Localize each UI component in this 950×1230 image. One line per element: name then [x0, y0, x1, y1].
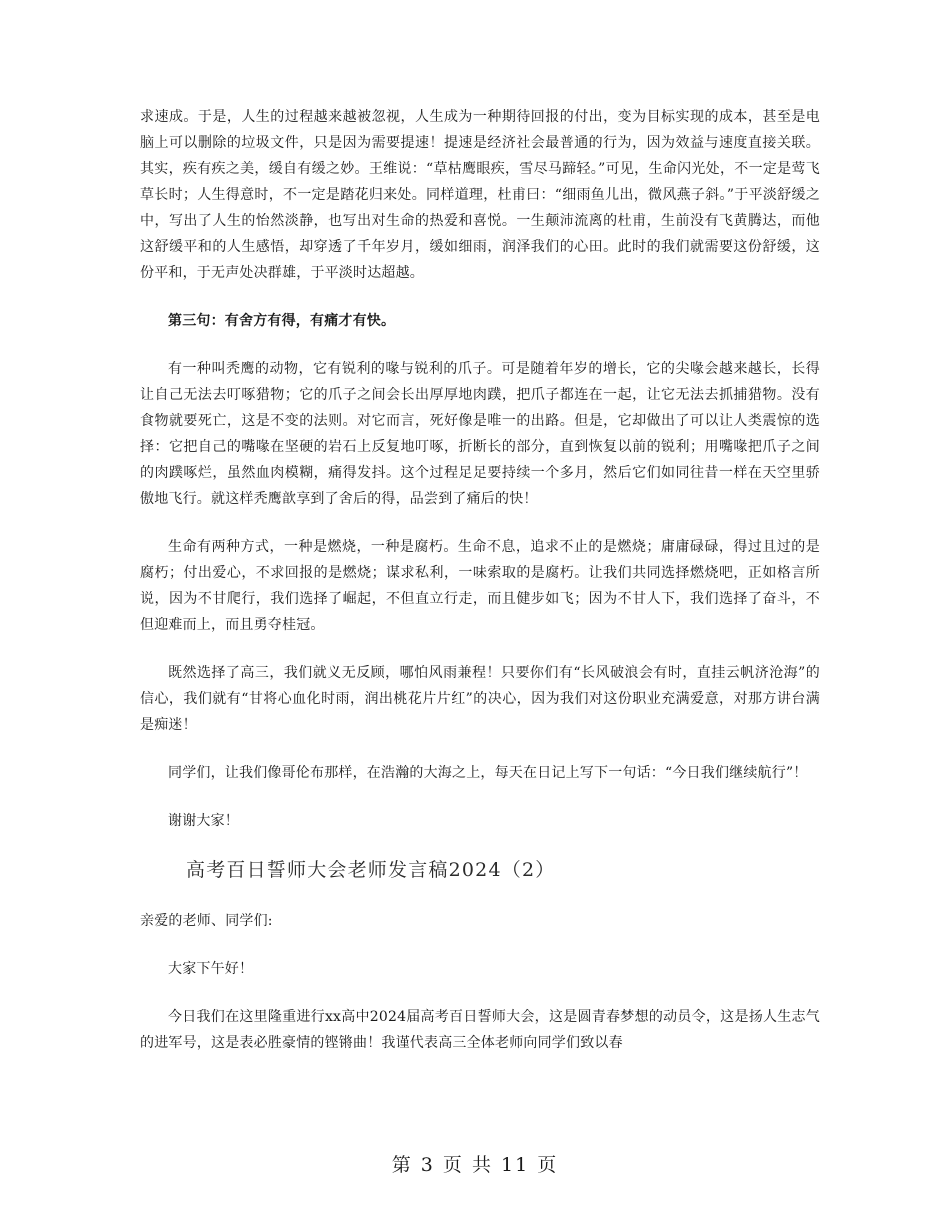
paragraph-vulture-story: 有一种叫秃鹰的动物，它有锐利的喙与锐利的爪子。可是随着年岁的增长，它的尖喙会越来越长，长得让自己无法去叮啄猎物；它的爪子之间会长出厚厚地肉蹼，把爪子都连在一起，让它无法去抓捕猎物。没有食物就要死亡，这是不变的法则。对它而言，死好像是唯一的出路。但是，它却做出了可以让人类震惊的选择：它把自己的嘴喙在坚硬的岩石上反复地叮啄，折断长的部分，直到恢复以前的锐利；用嘴喙把爪子之间的肉蹼啄烂，虽然血肉模糊，痛得发抖。这个过程足足要持续一个多月，然后它们如同往昔一样在天空里骄傲地飞行。就这样秃鹰歆享到了舍后的得，品尝到了痛后的快！ — [140, 361, 820, 507]
paragraph-columbus: 同学们，让我们像哥伦布那样，在浩瀚的大海之上，每天在日记上写下一句话：“今日我们继续航行”！ — [168, 765, 808, 781]
paragraph-thanks: 谢谢大家！ — [168, 813, 239, 829]
paragraph-senior-year-choice: 既然选择了高三，我们就义无反顾，哪怕风雨兼程！只要你们有“长风破浪会有时，直挂云帆济沧海”的信心，我们就有“甘将心血化时雨，润出桃花片片红”的决心，因为我们对这份职业充满爱意，对那方讲台满是痴迷！ — [140, 665, 820, 733]
paragraph-opening: 今日我们在这里隆重进行xx高中2024届高考百日誓师大会，这是圆青春梦想的动员令，这是扬人生志气的进军号，这是表必胜豪情的铿锵曲！我谨代表高三全体老师向同学们致以春 — [140, 1009, 820, 1051]
paragraph-continuation: 求速成。于是，人生的过程越来越被忽视，人生成为一种期待回报的付出，变为目标实现的成本，甚至是电脑上可以删除的垃圾文件，只是因为需要提速！提速是经济社会最普通的行为，因为效益与速度直接关联。其实，疾有疾之美，缓自有缓之妙。王维说：“草枯鹰眼疾，雪尽马蹄轻。”可见，生命闪光处，不一定是莺飞草长时；人生得意时，不一定是踏花归来处。同样道理，杜甫曰：“细雨鱼儿出，微风燕子斜。”于平淡舒缓之中，写出了人生的怡然淡静，也写出对生命的热爱和喜悦。一生颠沛流离的杜甫，生前没有飞黄腾达，而他这舒缓平和的人生感悟，却穿透了千年岁月，缓如细雨，润泽我们的心田。此时的我们就需要这份舒缓，这份平和，于无声处决群雄，于平淡时达超越。 — [140, 109, 820, 281]
paragraph-greeting: 大家下午好！ — [168, 961, 254, 977]
page-number-footer: 第 3 页 共 11 页 — [391, 1154, 559, 1176]
paragraph-salutation: 亲爱的老师、同学们: — [140, 913, 273, 929]
paragraph-subheading-third-sentence: 第三句：有舍方有得，有痛才有快。 — [168, 313, 396, 329]
paragraph-two-ways-of-life: 生命有两种方式，一种是燃烧，一种是腐朽。生命不息，追求不止的是燃烧；庸庸碌碌，得过且过的是腐朽；付出爱心，不求回报的是燃烧；谋求私利，一味索取的是腐朽。让我们共同选择燃烧吧，正如格言所说，因为不甘爬行，我们选择了崛起，不但直立行走，而且健步如飞；因为不甘人下，我们选择了奋斗，不但迎难而上，而且勇夺桂冠。 — [140, 539, 820, 633]
section-title: 高考百日誓师大会老师发言稿2024（2） — [186, 859, 556, 881]
document-body — [140, 104, 820, 1078]
